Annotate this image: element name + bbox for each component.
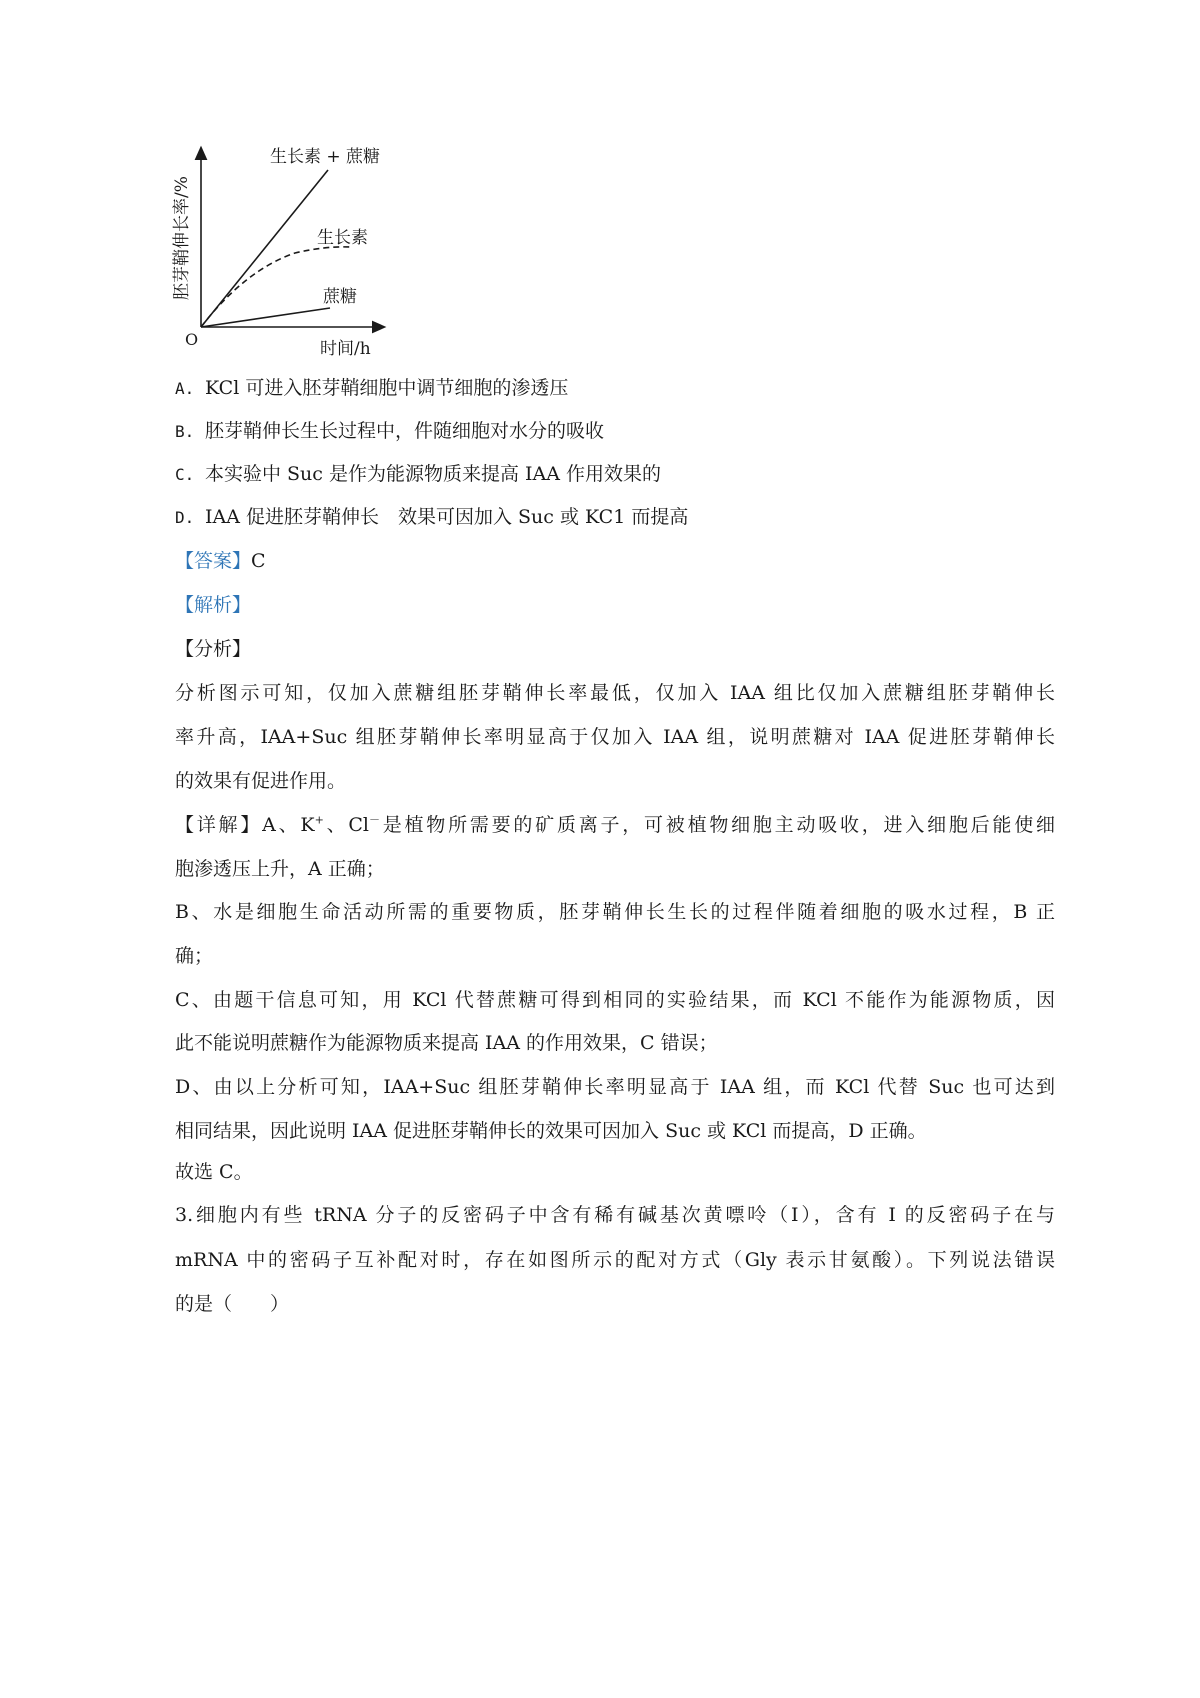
detail-line-1-c: 是植物所需要的矿质离子，可被植物细胞主动吸收，进入细胞后能使细 (379, 814, 1055, 836)
curve-sucrose (201, 308, 330, 327)
answer-tag: 【答案】 (175, 550, 252, 572)
detail-line-2: 胞渗透压上升，A 正确； (175, 858, 385, 880)
option-a-text: KCl 可进入胚芽鞘细胞中调节细胞的渗透压 (205, 377, 569, 399)
detail-line-1 (175, 810, 1055, 840)
figure-svg (172, 147, 435, 400)
answer-line (175, 546, 1055, 576)
detail-line-8: 相同结果，因此说明 IAA 促进胚芽鞘伸长的效果可因加入 Suc 或 KCl 而提高，D 正确。 (175, 1120, 927, 1142)
option-b (175, 416, 1055, 447)
option-d-text: IAA 促进胚芽鞘伸长 效果可因加入 Suc 或 KC1 而提高 (205, 506, 689, 528)
analysis-tag: 【解析】 (175, 594, 252, 616)
detail-tag: 【详解】 (175, 814, 263, 836)
option-c (175, 459, 1055, 490)
option-d (175, 502, 1055, 533)
option-a-letter: A. (175, 379, 195, 398)
analysis-line-3: 的效果有促进作用。 (175, 770, 347, 792)
question3-line-1: 3.细胞内有些 tRNA 分子的反密码子中含有稀有碱基次黄嘌呤（I），含有 I 的反密码子在与 (175, 1204, 1055, 1226)
option-b-text: 胚芽鞘伸长生长过程中，件随细胞对水分的吸收 (205, 420, 605, 442)
option-a (175, 373, 1055, 404)
question3-line-2: mRNA 中的密码子互补配对时，存在如图所示的配对方式（Gly 表示甘氨酸）。下列说法错误 (175, 1249, 1055, 1271)
analysis-heading (175, 590, 1055, 620)
analysis-subheading (175, 634, 1055, 664)
curve-label-auxin: 生长素 (317, 228, 368, 248)
detail-sup-minus: － (368, 813, 380, 827)
detail-line-1-a: A、K (262, 814, 315, 836)
y-axis-label: 胚芽鞘伸长率/% (172, 176, 192, 300)
option-d-letter: D. (175, 508, 195, 527)
analysis-line-2: 率升高，IAA+Suc 组胚芽鞘伸长率明显高于仅加入 IAA 组，说明蔗糖对 IAA 促进胚芽鞘伸长 (175, 726, 1055, 748)
option-b-letter: B. (175, 422, 195, 441)
x-axis-label: 时间/h (320, 339, 371, 359)
detail-line-9: 故选 C。 (175, 1161, 253, 1183)
curve-label-auxin-sucrose: 生长素 + 蔗糖 (270, 147, 381, 167)
option-c-text: 本实验中 Suc 是作为能源物质来提高 IAA 作用效果的 (205, 463, 662, 485)
detail-line-5: C、由题干信息可知，用 KCl 代替蔗糖可得到相同的实验结果，而 KCl 不能作为能源物质，因 (175, 989, 1055, 1011)
growth-rate-figure (172, 147, 435, 400)
answer-value: C (251, 550, 266, 572)
question3-line-3: 的是（ ） (175, 1293, 290, 1315)
analysis-line-1: 分析图示可知，仅加入蔗糖组胚芽鞘伸长率最低，仅加入 IAA 组比仅加入蔗糖组胚芽鞘伸长 (175, 682, 1055, 704)
detail-line-1-b: 、Cl (323, 814, 369, 836)
detail-line-4: 确； (175, 945, 214, 967)
analysis-subtag: 【分析】 (175, 638, 252, 660)
detail-line-6: 此不能说明蔗糖作为能源物质来提高 IAA 的作用效果，C 错误； (175, 1032, 718, 1054)
curve-label-sucrose: 蔗糖 (323, 287, 357, 307)
origin-label: O (185, 330, 199, 349)
detail-sup-plus: + (314, 813, 324, 827)
detail-line-3: B、水是细胞生命活动所需的重要物质，胚芽鞘伸长生长的过程伴随着细胞的吸水过程，B 正 (175, 901, 1055, 923)
detail-line-7: D、由以上分析可知，IAA+Suc 组胚芽鞘伸长率明显高于 IAA 组，而 KCl 代替 Suc 也可达到 (175, 1076, 1055, 1098)
option-c-letter: C. (175, 465, 195, 484)
